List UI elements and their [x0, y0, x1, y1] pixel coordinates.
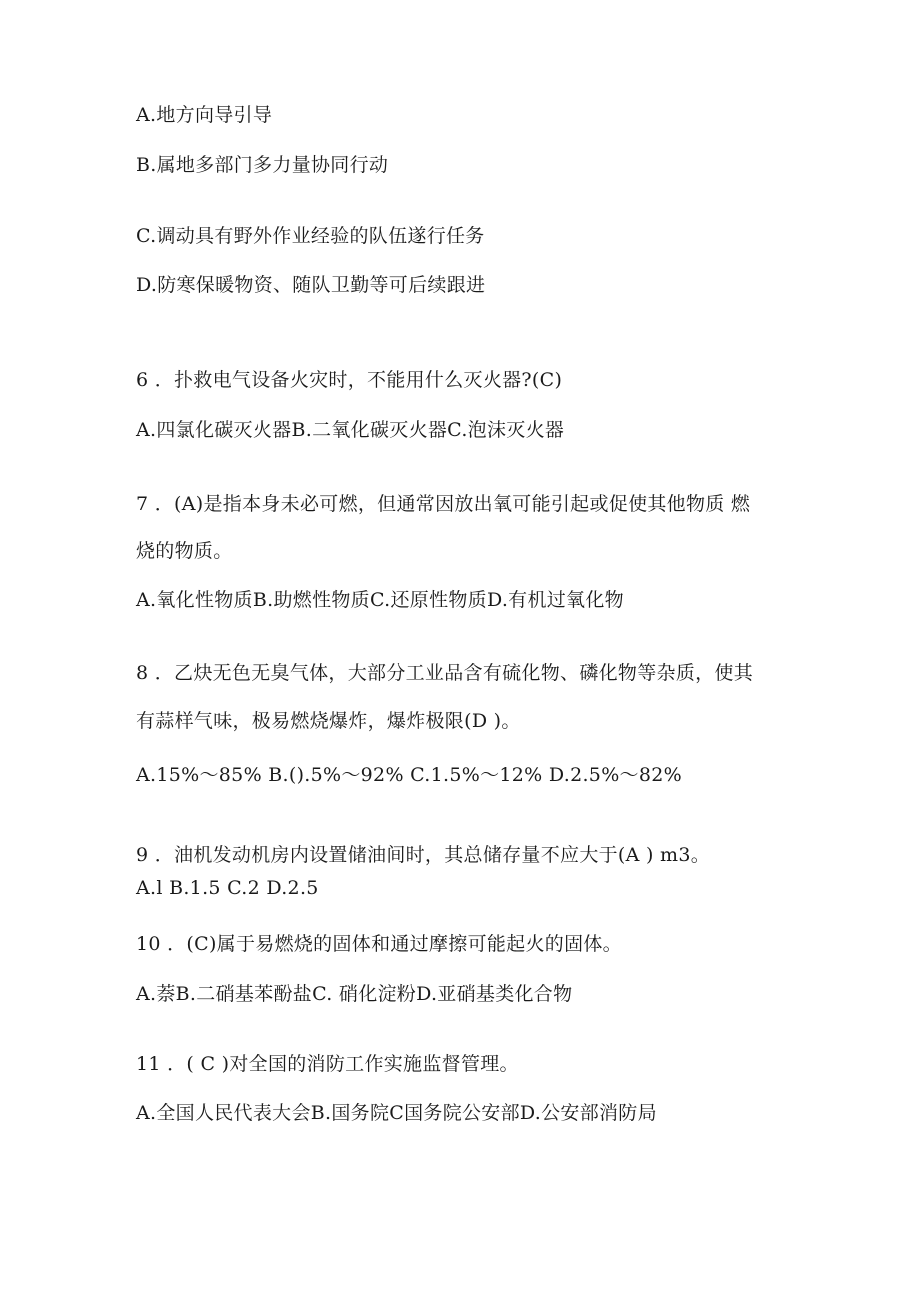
q7-options: A.氧化性物质B.助燃性物质C.还原性物质D.有机过氧化物: [136, 589, 624, 611]
q5-option-d: D.防寒保暖物资、随队卫勤等可后续跟进: [136, 274, 486, 296]
q11-question: 11 ．( C )对全国的消防工作实施监督管理。: [136, 1053, 519, 1075]
q5-option-a: A.地方向导引导: [136, 104, 273, 126]
q9-question: 9 ．油机发动机房内设置储油间时，其总储存量不应大于(A ) m3。: [136, 844, 711, 866]
q7-question-line1: 7 ．(A)是指本身未必可燃，但通常因放出氧可能引起或促使其他物质 燃: [136, 493, 751, 515]
q11-options: A.全国人民代表大会B.国务院C国务院公安部D.公安部消防局: [136, 1102, 657, 1124]
q5-option-c: C.调动具有野外作业经验的队伍遂行任务: [136, 225, 485, 247]
q9-options: A.l B.1.5 C.2 D.2.5: [136, 877, 319, 899]
q7-question-line2: 烧的物质。: [136, 540, 233, 562]
q6-question: 6 ．扑救电气设备火灾时，不能用什么灭火器?(C): [136, 369, 563, 391]
q5-option-b: B.属地多部门多力量协同行动: [136, 154, 389, 176]
q8-options: A.15%～85% B.().5%～92% C.1.5%～12% D.2.5%～82%: [136, 764, 682, 786]
q8-question-line2: 有蒜样气味，极易燃烧爆炸，爆炸极限(D )。: [136, 710, 521, 732]
q10-question: 10 ．(C)属于易燃烧的固体和通过摩擦可能起火的固体。: [136, 933, 622, 955]
q6-options: A.四氯化碳灭火器B.二氧化碳灭火器C.泡沫灭火器: [136, 419, 565, 441]
q10-options: A.萘B.二硝基苯酚盐C. 硝化淀粉D.亚硝基类化合物: [136, 983, 573, 1005]
q8-question-line1: 8 ．乙炔无色无臭气体，大部分工业品含有硫化物、磷化物等杂质，使其: [136, 662, 754, 684]
